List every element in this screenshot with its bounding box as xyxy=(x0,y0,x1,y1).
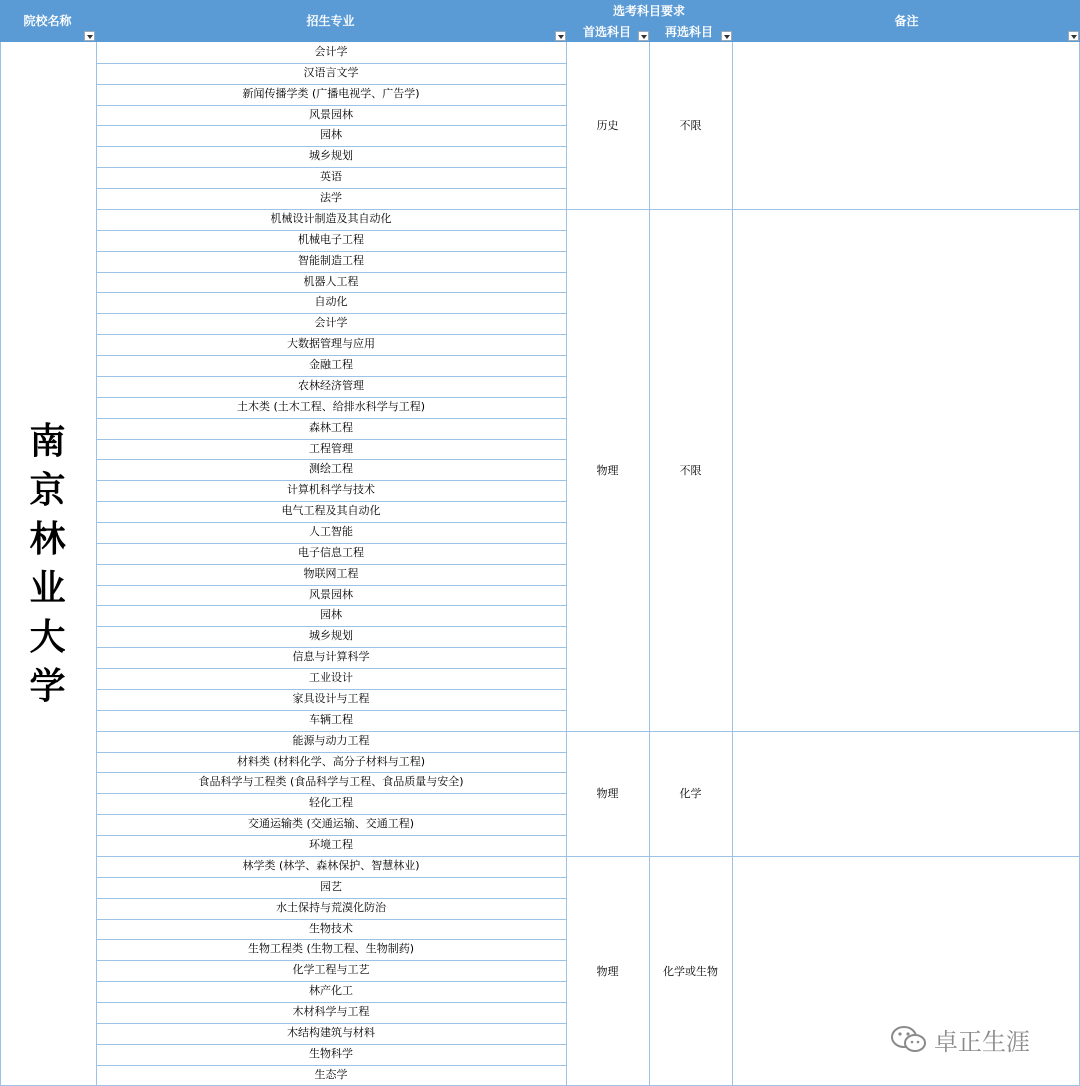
major-cell: 轻化工程 xyxy=(309,796,353,810)
major-cell: 土木类 (土木工程、给排水科学与工程) xyxy=(236,399,426,413)
major-cell: 车辆工程 xyxy=(309,712,353,726)
school-name-char: 京 xyxy=(29,470,66,511)
major-cell: 法学 xyxy=(320,191,342,205)
row-divider xyxy=(96,668,566,669)
group-divider xyxy=(96,209,1080,210)
row-divider xyxy=(96,564,566,565)
major-cell: 能源与动力工程 xyxy=(292,733,370,747)
major-cell: 新闻传播学类 (广播电视学、广告学) xyxy=(242,86,420,100)
major-cell: 测绘工程 xyxy=(309,462,353,476)
major-cell: 金融工程 xyxy=(309,358,353,372)
column-divider xyxy=(649,42,650,1086)
school-name-char: 南 xyxy=(29,421,66,462)
row-divider xyxy=(96,459,566,460)
major-cell: 计算机科学与技术 xyxy=(287,483,375,497)
major-cell: 园林 xyxy=(320,128,342,142)
row-divider xyxy=(96,1002,566,1003)
major-cell: 信息与计算科学 xyxy=(292,650,370,664)
major-cell: 风景园林 xyxy=(309,587,353,601)
row-divider xyxy=(96,355,566,356)
school-name-char: 学 xyxy=(29,666,66,707)
major-cell: 人工智能 xyxy=(309,525,353,538)
major-cell: 大数据管理与应用 xyxy=(287,337,375,351)
major-cell: 会计学 xyxy=(314,45,348,58)
row-divider xyxy=(96,647,566,648)
row-divider xyxy=(96,480,566,481)
major-cell: 生物科学 xyxy=(309,1046,353,1060)
remark-filter-button[interactable] xyxy=(1068,31,1079,41)
row-divider xyxy=(96,376,566,377)
watermark xyxy=(890,1022,1030,1057)
major-cell: 会计学 xyxy=(314,316,348,330)
row-divider xyxy=(96,710,566,711)
second-subject-cell: 化学 xyxy=(679,787,702,801)
first-subject-cell: 物理 xyxy=(596,787,619,801)
row-divider xyxy=(96,167,566,168)
second-subject-cell: 不限 xyxy=(679,119,702,133)
row-divider xyxy=(96,585,566,586)
row-divider xyxy=(96,793,566,794)
row-divider xyxy=(96,877,566,878)
row-divider xyxy=(96,981,566,982)
major-cell: 交通运输类 (交通运输、交通工程) xyxy=(247,817,415,831)
first-subject-cell: 历史 xyxy=(596,119,619,133)
major-cell: 林产化工 xyxy=(309,984,353,998)
left-border xyxy=(0,42,1,1086)
major-cell: 农林经济管理 xyxy=(298,378,364,392)
column-divider xyxy=(566,42,567,1086)
first-subject-cell: 物理 xyxy=(596,463,619,477)
row-divider xyxy=(96,522,566,523)
row-divider xyxy=(96,772,566,773)
row-divider xyxy=(96,814,566,815)
school-name-char: 林 xyxy=(29,519,66,560)
row-divider xyxy=(96,397,566,398)
row-divider xyxy=(96,272,566,273)
major-cell: 木结构建筑与材料 xyxy=(287,1025,375,1039)
school-header: 院校名称 xyxy=(23,14,72,28)
column-divider xyxy=(96,42,97,1086)
major-cell: 机械设计制造及其自动化 xyxy=(270,211,392,225)
row-divider xyxy=(96,334,566,335)
major-cell: 工业设计 xyxy=(309,671,353,685)
remark-cell xyxy=(732,731,1080,856)
major-cell: 城乡规划 xyxy=(309,629,353,643)
column-divider xyxy=(732,42,733,1086)
major-filter-button[interactable] xyxy=(555,31,566,41)
group-divider xyxy=(96,856,1080,857)
major-cell: 材料类 (材料化学、高分子材料与工程) xyxy=(236,754,426,768)
major-cell: 园艺 xyxy=(320,879,342,893)
major-cell: 食品科学与工程类 (食品科学与工程、食品质量与安全) xyxy=(198,775,464,789)
second-subject-cell: 不限 xyxy=(679,463,702,477)
major-cell: 生物工程类 (生物工程、生物制药) xyxy=(247,942,415,956)
major-cell: 电子信息工程 xyxy=(298,545,364,559)
major-cell: 汉语言文学 xyxy=(303,65,359,79)
row-divider xyxy=(96,752,566,753)
row-divider xyxy=(96,63,566,64)
major-cell: 机器人工程 xyxy=(303,274,359,288)
header-row xyxy=(0,0,1080,42)
row-divider xyxy=(96,230,566,231)
second-subject-header: 再选科目 xyxy=(664,25,713,39)
row-divider xyxy=(96,188,566,189)
row-divider xyxy=(96,1065,566,1066)
major-cell: 智能制造工程 xyxy=(298,253,364,267)
major-cell: 机械电子工程 xyxy=(298,232,364,246)
school-name-cell xyxy=(0,42,95,1086)
major-cell: 林学类 (林学、森林保护、智慧林业) xyxy=(242,858,420,872)
row-divider xyxy=(96,84,566,85)
school-name-char: 业 xyxy=(29,568,66,609)
subject-group-header: 选考科目要求 xyxy=(612,4,685,18)
major-cell: 物联网工程 xyxy=(303,566,359,580)
row-divider xyxy=(96,543,566,544)
major-cell: 城乡规划 xyxy=(309,149,353,163)
row-divider xyxy=(96,626,566,627)
row-divider xyxy=(96,605,566,606)
major-cell: 风景园林 xyxy=(309,107,353,121)
remark-cell xyxy=(732,209,1080,731)
first-subject-cell: 物理 xyxy=(596,964,619,978)
row-divider xyxy=(96,418,566,419)
row-divider xyxy=(96,1044,566,1045)
major-cell: 英语 xyxy=(320,170,342,184)
major-cell: 自动化 xyxy=(314,295,348,309)
major-cell: 家具设计与工程 xyxy=(292,691,370,705)
second-subject-filter-button[interactable] xyxy=(721,31,732,41)
row-divider xyxy=(96,439,566,440)
major-cell: 工程管理 xyxy=(309,441,353,455)
major-header: 招生专业 xyxy=(306,14,355,28)
wechat-icon xyxy=(890,1025,928,1055)
row-divider xyxy=(96,689,566,690)
row-divider xyxy=(96,919,566,920)
school-name-char: 大 xyxy=(29,617,66,658)
row-divider xyxy=(96,898,566,899)
group-divider xyxy=(96,731,1080,732)
remark-header: 备注 xyxy=(894,14,919,28)
row-divider xyxy=(96,960,566,961)
major-cell: 化学工程与工艺 xyxy=(292,963,370,977)
row-divider xyxy=(96,125,566,126)
row-divider xyxy=(96,146,566,147)
row-divider xyxy=(96,939,566,940)
watermark-text: 卓正生涯 xyxy=(934,1028,1030,1056)
row-divider xyxy=(96,105,566,106)
row-divider xyxy=(96,251,566,252)
major-cell: 电气工程及其自动化 xyxy=(281,504,381,518)
major-cell: 环境工程 xyxy=(309,838,353,852)
first-subject-filter-button[interactable] xyxy=(638,31,649,41)
row-divider xyxy=(96,1023,566,1024)
row-divider xyxy=(96,501,566,502)
first-subject-header: 首选科目 xyxy=(582,25,631,39)
remark-cell xyxy=(732,42,1080,209)
major-cell: 园林 xyxy=(320,608,342,622)
second-subject-cell: 化学或生物 xyxy=(663,964,718,978)
major-cell: 木材科学与工程 xyxy=(292,1005,370,1019)
row-divider xyxy=(96,313,566,314)
major-cell: 生态学 xyxy=(314,1067,348,1081)
major-cell: 生物技术 xyxy=(309,921,353,935)
major-cell: 森林工程 xyxy=(309,420,353,434)
row-divider xyxy=(96,292,566,293)
row-divider xyxy=(96,835,566,836)
school-filter-button[interactable] xyxy=(84,31,95,41)
major-cell: 水土保持与荒漠化防治 xyxy=(276,900,386,914)
